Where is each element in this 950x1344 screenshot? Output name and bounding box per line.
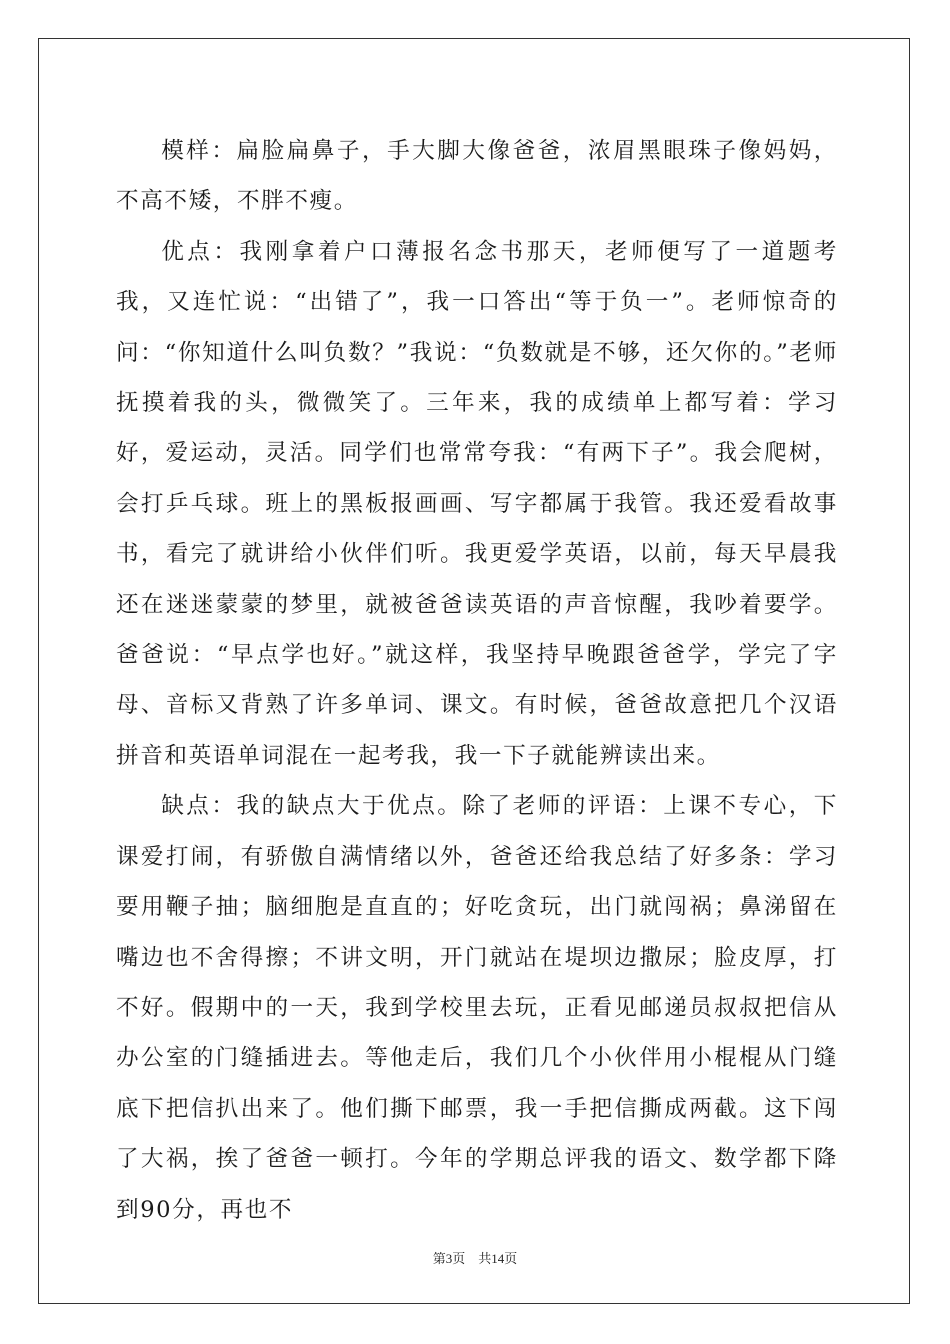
- page-footer: [0, 1248, 950, 1267]
- paragraph-appearance: 模样：扁脸扁鼻子，手大脚大像爸爸，浓眉黑眼珠子像妈妈，不高不矮，不胖不瘦。: [116, 138, 838, 215]
- page-number: 第3页: [432, 1251, 466, 1266]
- paragraph-strengths: 优点：我刚拿着户口薄报名念书那天，老师便写了一道题考我，又连忙说：“出错了”，我一口答出“等于负一”。老师惊奇的问：“你知道什么叫负数？”我说：“负数就是不够，还欠你的。”老师抚摸着我的头，微微笑了。三年来，我的成绩单上都写着：学习好，爱运动，灵活。同学们也常常夸我：“有两下子”。我会爬树，会打乒乓球。班上的黑板报画画、写字都属于我管。我还爱看故事书，看完了就讲给小伙伴们听。我更爱学英语，以前，每天早晨我还在迷迷蒙蒙的梦里，就被爸爸读英语的声音惊醒，我吵着要学。爸爸说：“早点学也好。”就这样，我坚持早晚跟爸爸学，学完了字母、音标又背熟了许多单词、课文。有时候，爸爸故意把几个汉语拼音和英语单词混在一起考我，我一下子就能辨读出来。: [116, 238, 838, 769]
- page-total: 共14页: [478, 1251, 518, 1266]
- document-body: [116, 126, 838, 1235]
- paragraph-weaknesses: 缺点：我的缺点大于优点。除了老师的评语：上课不专心，下课爱打闹，有骄傲自满情绪以外，爸爸还给我总结了好多条：学习要用鞭子抽；脑细胞是直直的；好吃贪玩，出门就闯祸；鼻涕留在嘴边也不舍得擦；不讲文明，开门就站在堤坝边撒尿；脸皮厚，打不好。假期中的一天，我到学校里去玩，正看见邮递员叔叔把信从办公室的门缝插进去。等他走后，我们几个小伙伴用小棍棍从门缝底下把信扒出来了。他们撕下邮票，我一手把信撕成两截。这下闯了大祸，挨了爸爸一顿打。今年的学期总评我的语文、数学都下降到90分，再也不: [116, 793, 838, 1223]
